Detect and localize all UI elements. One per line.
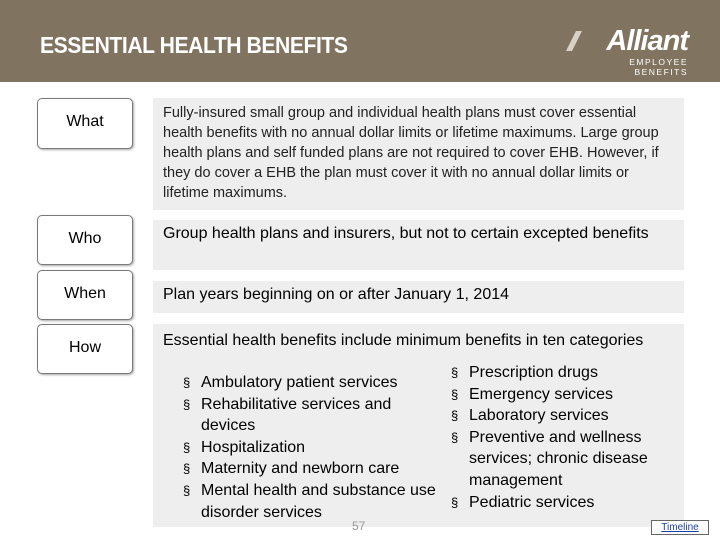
list-item: § Laboratory services	[451, 405, 681, 427]
list-item: § Emergency services	[451, 384, 681, 406]
list-item: § Pediatric services	[451, 492, 681, 514]
timeline-link[interactable]: Timeline	[651, 520, 709, 535]
logo-tagline: EMPLOYEE BENEFITS	[629, 57, 688, 77]
content-what	[153, 98, 684, 210]
content-how	[153, 324, 684, 527]
label-how-text: How	[68, 339, 101, 356]
page-title: ESSENTIAL HEALTH BENEFITS	[40, 32, 348, 58]
label-who	[37, 215, 133, 265]
list-item: § Prescription drugs	[451, 362, 681, 384]
label-who-text: Who	[68, 230, 102, 247]
label-what	[37, 98, 133, 149]
content-who	[153, 220, 684, 270]
list-item: § Rehabilitative services and devices	[183, 394, 443, 437]
header-bar	[0, 0, 720, 82]
list-item: § Mental health and substance use disorder services	[183, 480, 443, 523]
label-how	[37, 324, 133, 374]
alliant-logo	[562, 25, 692, 77]
page-number: 57	[352, 519, 366, 533]
list-item: § Hospitalization	[183, 437, 443, 459]
list-item: § Maternity and newborn care	[183, 458, 443, 480]
label-what-text: What	[66, 113, 104, 130]
list-item: § Ambulatory patient services	[183, 372, 443, 394]
content-when	[153, 281, 684, 313]
benefits-list-left	[183, 372, 443, 523]
what-description: Fully-insured small group and individual health plans must cover essential health benefits with no annual dollar limits or lifetime maximums. Large group health plans and self funded plans are not required to cover EHB. However, if they do cover a EHB the plan must cover it with no annual dollar limits or lifetime maximums.	[163, 105, 659, 201]
list-item: § Preventive and wellness services; chronic disease management	[451, 427, 681, 492]
how-intro: Essential health benefits include minimum benefits in ten categories	[163, 332, 644, 349]
who-description: Group health plans and insurers, but not to certain excepted benefits	[163, 225, 649, 242]
benefits-list-right	[451, 362, 681, 513]
how-body	[163, 324, 674, 527]
label-when	[37, 270, 133, 320]
logo-wordmark: Alliant	[606, 25, 688, 57]
label-when-text: When	[64, 285, 106, 302]
when-description: Plan years beginning on or after January 1, 2014	[163, 286, 510, 303]
